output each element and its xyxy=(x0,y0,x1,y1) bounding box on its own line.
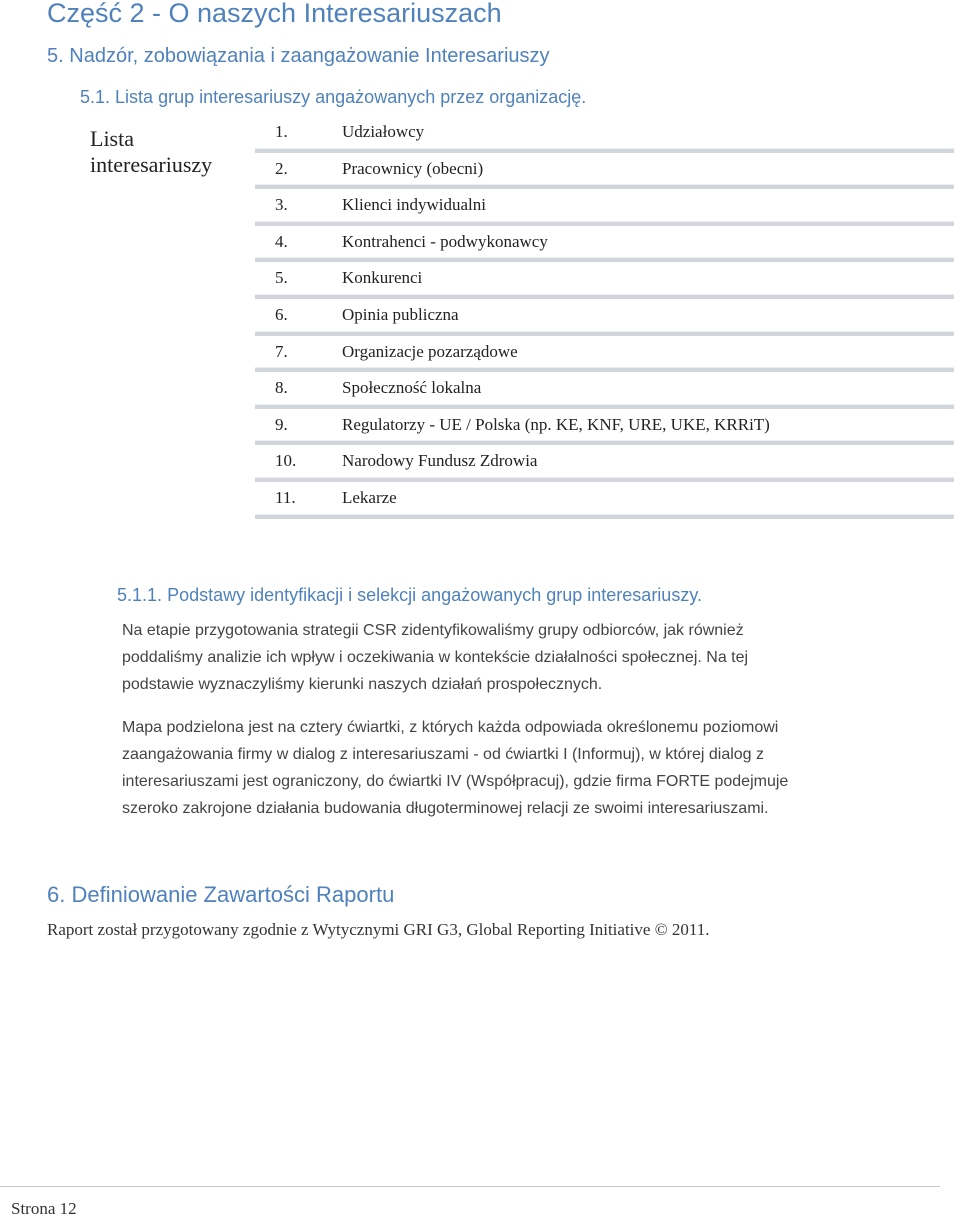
stakeholder-row: 5. Konkurenci xyxy=(255,262,954,299)
subsection-heading xyxy=(80,87,586,108)
stakeholder-row: 6. Opinia publiczna xyxy=(255,299,954,336)
paragraph-map: Mapa podzielona jest na cztery ćwiartki, z których każda odpowiada określonemu poziomowi zaangażowania firmy w dialog z interesariuszami - od ćwiartki I (Informuj), w której dialog z interesariuszami jest ograniczony, do ćwiartki IV (Współpracuj), gdzie firma FORTE podejmuje szeroko zakrojone działania budowania długoterminowej relacji ze swoimi interesariuszami. xyxy=(122,719,789,817)
stakeholder-row: 7. Organizacje pozarządowe xyxy=(255,336,954,373)
subsubsection-title: Podstawy identyfikacji i selekcji angażowanych grup interesariuszy. xyxy=(167,585,702,605)
subsection-number: 5.1. xyxy=(80,87,111,107)
subsubsection-number: 5.1.1. xyxy=(117,585,163,605)
stakeholder-row: 3. Klienci indywidualni xyxy=(255,189,954,226)
section-heading xyxy=(47,45,550,68)
stakeholder-row: 4. Kontrahenci - podwykonawcy xyxy=(255,226,954,263)
paragraph-identification: Na etapie przygotowania strategii CSR zidentyfikowaliśmy grupy odbiorców, jak również poddaliśmy analizie ich wpływ i oczekiwania w kontekście działalności społecznej. Na tej podstawie wyznaczyliśmy kierunki naszych działań prospołecznych. xyxy=(122,622,749,693)
figure-label: Lista interesariuszy xyxy=(90,126,213,177)
paragraph-report: Raport został przygotowany zgodnie z Wytycznymi GRI G3, Global Reporting Initiative © 2011. xyxy=(47,920,710,939)
footer-divider xyxy=(0,1186,940,1187)
stakeholder-list-figure xyxy=(82,116,954,526)
stakeholder-row: 10. Narodowy Fundusz Zdrowia xyxy=(255,445,954,482)
stakeholder-row: 9. Regulatorzy - UE / Polska (np. KE, KNF, URE, UKE, KRRiT) xyxy=(255,409,954,446)
row-divider xyxy=(255,514,954,519)
section-number: 5. xyxy=(47,45,64,67)
section-title: Nadzór, zobowiązania i zaangażowanie Interesariuszy xyxy=(69,45,550,67)
subsubsection-heading xyxy=(117,585,702,606)
section6-heading xyxy=(47,882,394,908)
subsection-title: Lista grup interesariuszy angażowanych przez organizację. xyxy=(115,87,587,107)
stakeholder-row: 11. Lekarze xyxy=(255,482,954,519)
stakeholder-row: 2. Pracownicy (obecni) xyxy=(255,153,954,190)
stakeholder-row: 1. Udziałowcy xyxy=(255,116,954,153)
section6-number: 6. xyxy=(47,882,66,907)
page-number: Strona 12 xyxy=(11,1199,77,1218)
section6-title: Definiowanie Zawartości Raportu xyxy=(71,882,395,907)
stakeholder-row: 8. Społeczność lokalna xyxy=(255,372,954,409)
part-heading: Część 2 - O naszych Interesariuszach xyxy=(47,0,502,28)
